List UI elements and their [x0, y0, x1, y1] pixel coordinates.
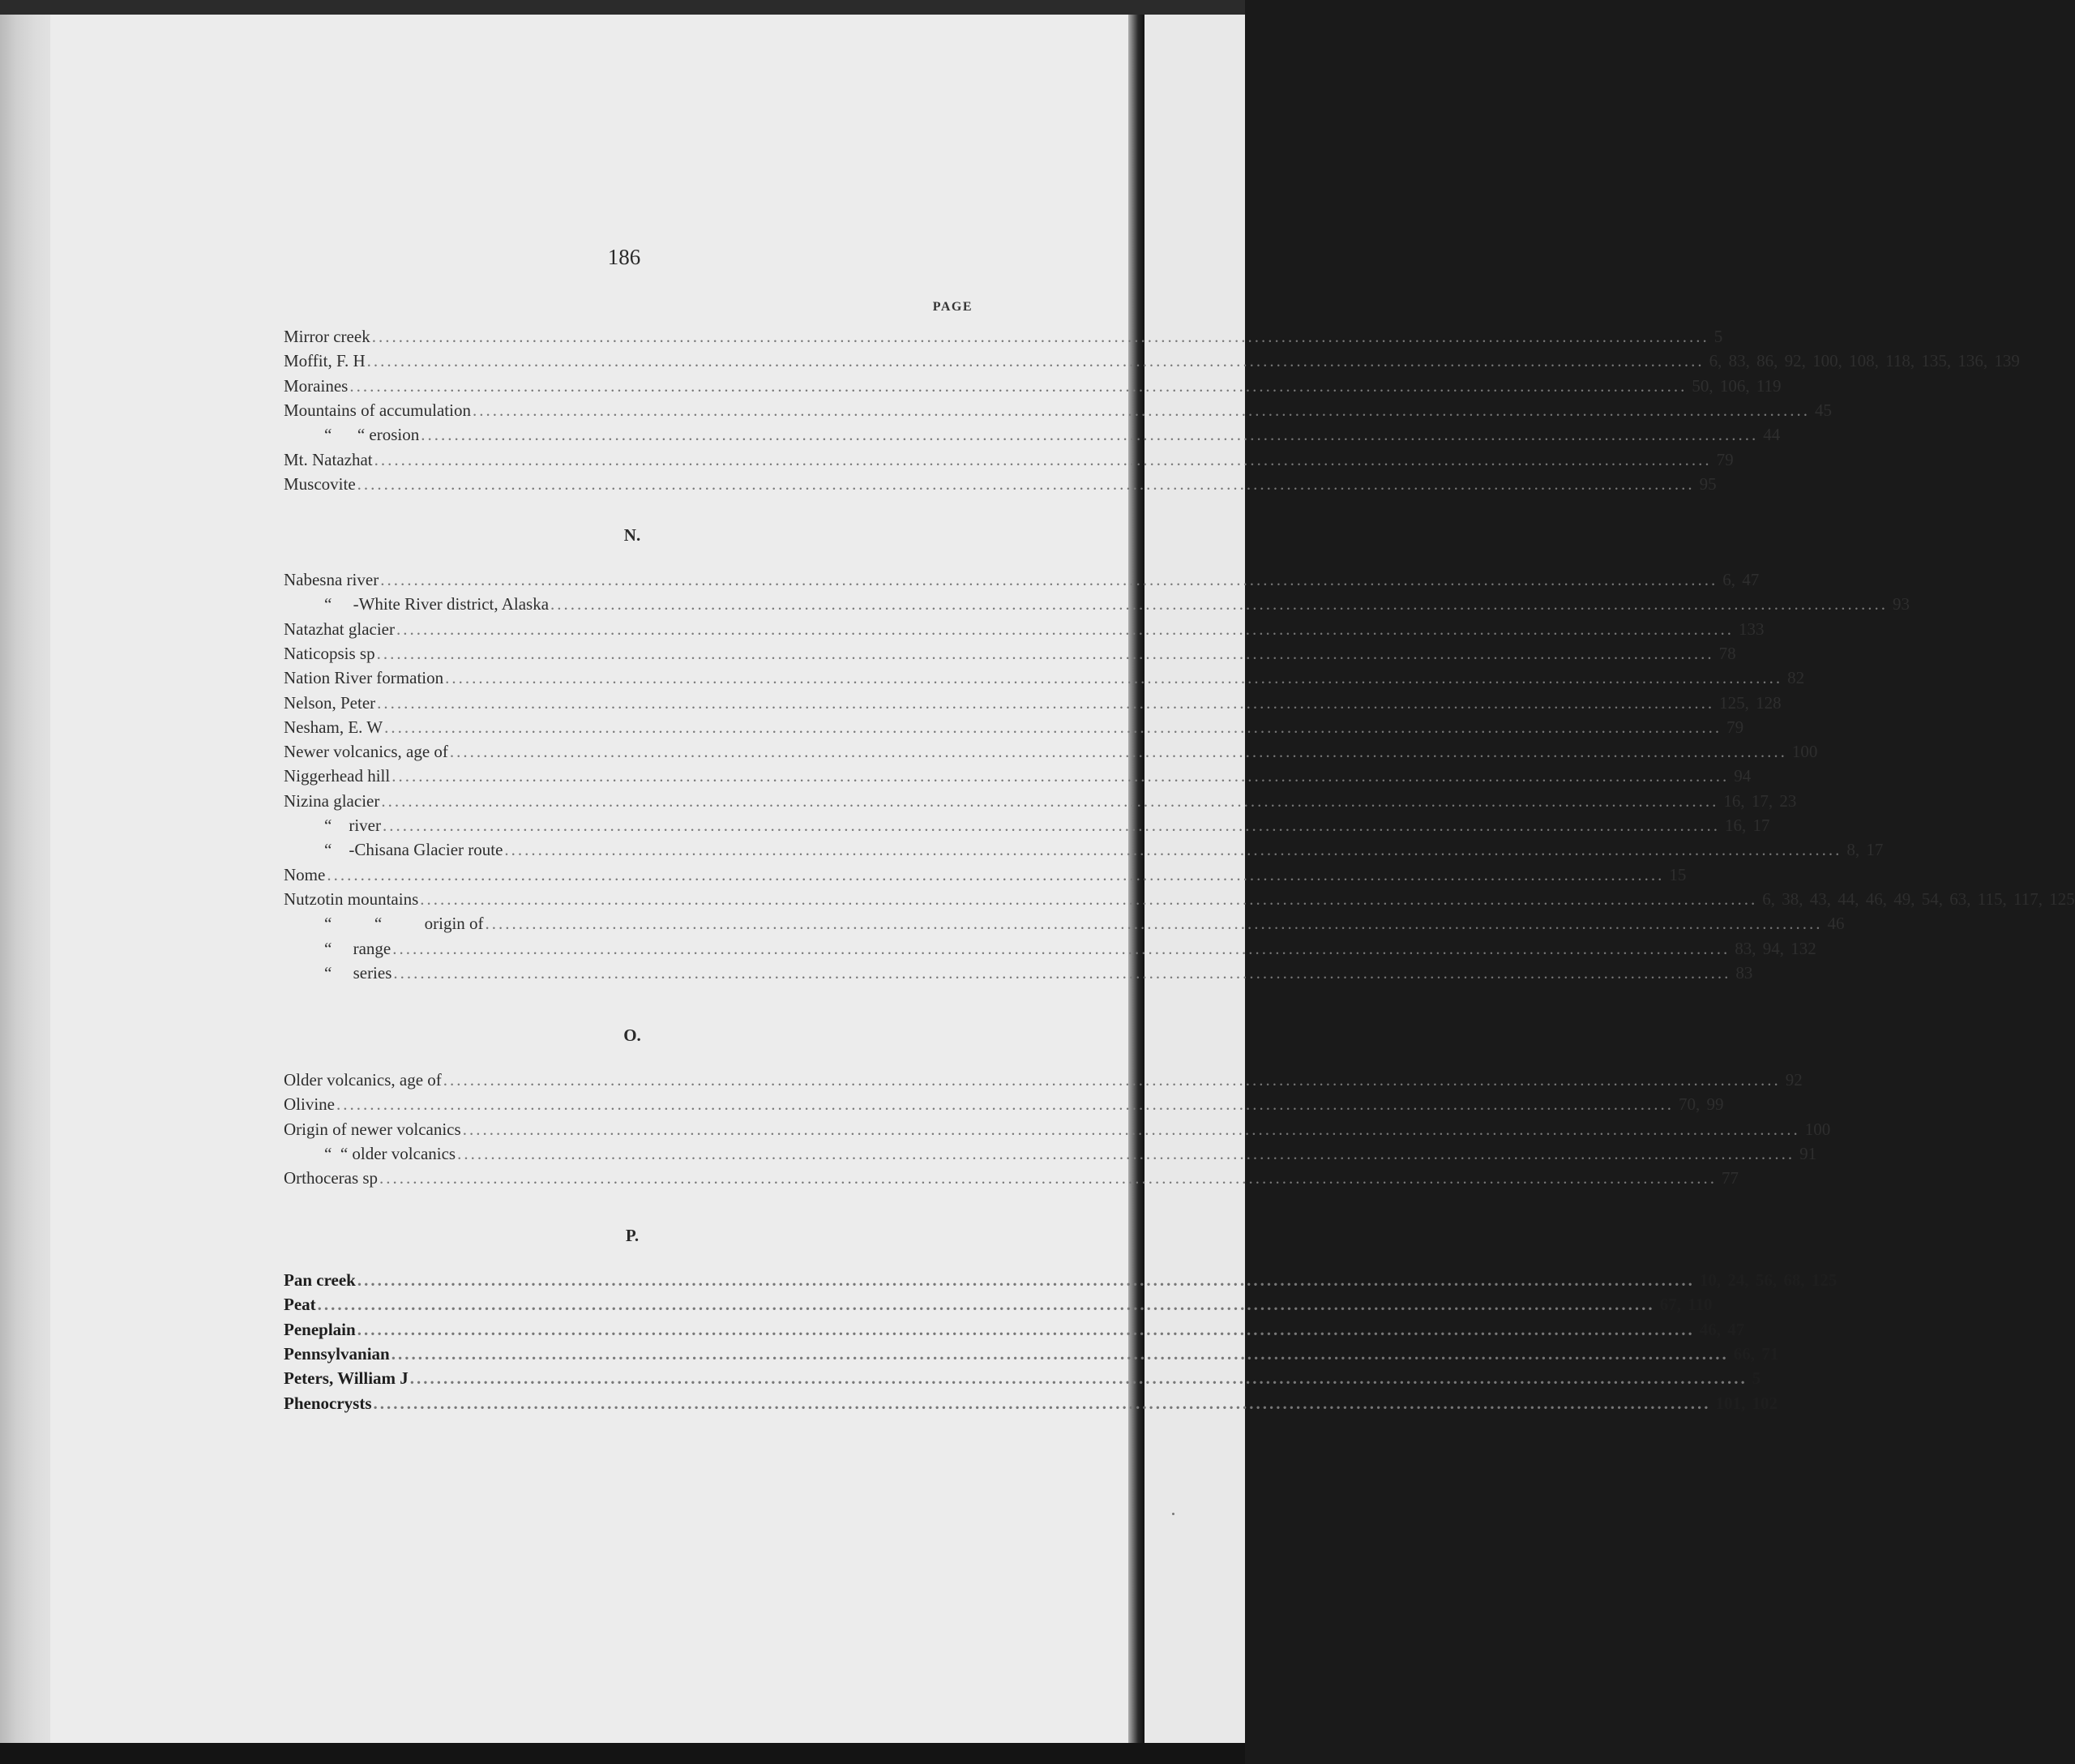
page-references: 45	[1814, 400, 1832, 420]
index-entry	[284, 739, 1818, 764]
page-references: 6, 47	[1722, 570, 1760, 589]
dot-leader: ........................................................................................................................................................................................................	[472, 400, 1810, 420]
dot-leader: ........................................................................................................................................................................................................	[393, 962, 1731, 983]
dot-leader: ........................................................................................................................................................................................................	[380, 570, 1718, 589]
page-column-label: PAGE	[932, 300, 973, 314]
index-term: “ “ erosion	[324, 425, 420, 445]
index-entry	[284, 447, 1734, 472]
page-references: 46, 47	[1699, 1319, 1745, 1339]
page-references: 6, 38, 43, 44, 46, 49, 54, 63, 115, 117, 125	[1762, 888, 2075, 909]
index-entry	[284, 1342, 1779, 1366]
dot-leader: ........................................................................................................................................................................................................	[462, 1119, 1800, 1139]
page-references: 8, 17	[1846, 840, 1884, 860]
dot-leader: ........................................................................................................................................................................................................	[443, 1070, 1781, 1090]
index-entry	[284, 324, 1723, 349]
index-entry	[284, 398, 1832, 422]
index-term: Naticopsis sp	[284, 643, 375, 663]
dot-leader: ........................................................................................................................................................................................................	[327, 864, 1665, 884]
index-entry	[284, 1391, 1778, 1415]
index-entry	[284, 1366, 1761, 1390]
index-entry	[324, 592, 1910, 616]
index-term: “ -Chisana Glacier route	[324, 840, 503, 860]
dot-leader: ........................................................................................................................................................................................................	[445, 668, 1783, 688]
index-entry	[324, 936, 1816, 961]
dot-leader: ........................................................................................................................................................................................................	[317, 1295, 1655, 1315]
section-heading: P.	[625, 1226, 640, 1245]
index-entry	[284, 617, 1765, 641]
dot-leader: ........................................................................................................................................................................................................	[374, 449, 1712, 469]
page-references: 10, 24, 56, 68, 125	[1699, 1270, 1838, 1290]
dot-leader: ........................................................................................................................................................................................................	[382, 816, 1720, 835]
dot-leader: ........................................................................................................................................................................................................	[336, 1094, 1674, 1115]
dot-leader: ........................................................................................................................................................................................................	[457, 1143, 1795, 1163]
page-references: 70, 99	[1679, 1094, 1724, 1115]
index-term: “ “ origin of	[324, 914, 484, 934]
scan-bottom-edge	[0, 1743, 1245, 1764]
index-term: “ range	[324, 938, 391, 958]
page-references: 50, 106, 119	[1692, 375, 1782, 396]
index-term: Moraines	[284, 375, 349, 396]
index-entry	[324, 911, 1845, 936]
index-entry	[284, 887, 2075, 911]
dot-leader: ........................................................................................................................................................................................................	[391, 766, 1730, 786]
index-entry	[324, 422, 1781, 447]
dot-leader: ........................................................................................................................................................................................................	[409, 1368, 1748, 1389]
page-references: 67, 110	[1659, 1295, 1713, 1315]
dot-leader: ........................................................................................................................................................................................................	[485, 914, 1823, 934]
page-references: 78	[1718, 643, 1736, 663]
index-term: Peters, William J	[284, 1368, 409, 1389]
page-references: 44	[1763, 425, 1781, 445]
dot-leader: ........................................................................................................................................................................................................	[384, 717, 1722, 737]
index-term: Pan creek	[284, 1270, 356, 1290]
dot-leader: ........................................................................................................................................................................................................	[420, 888, 1758, 909]
page-references: 46	[1827, 914, 1845, 934]
index-term: Nizina glacier	[284, 790, 380, 811]
index-entry	[284, 1268, 1838, 1292]
index-term: “ “ older volcanics	[324, 1143, 456, 1163]
index-term: Pennsylvanian	[284, 1343, 390, 1364]
index-entry	[284, 1068, 1803, 1092]
index-term: Peat	[284, 1295, 316, 1315]
index-term: Origin of newer volcanics	[284, 1119, 461, 1139]
index-entry	[284, 666, 1805, 690]
index-entry	[284, 567, 1760, 592]
page-references: 5	[1752, 1368, 1761, 1389]
index-entry	[284, 764, 1752, 788]
book-page-edges	[0, 15, 52, 1743]
page-references: 16, 17, 23	[1723, 790, 1797, 811]
index-term: Olivine	[284, 1094, 335, 1115]
index-term: Nesham, E. W	[284, 717, 383, 737]
page-references: 16, 17	[1724, 816, 1770, 835]
index-term: Muscovite	[284, 473, 356, 494]
page-references: 82	[1787, 668, 1805, 688]
index-term: Mt. Natazhat	[284, 449, 373, 469]
index-entry	[324, 1141, 1817, 1166]
index-term: Newer volcanics, age of	[284, 742, 448, 762]
index-term: Nation River formation	[284, 668, 444, 688]
page-number: 186	[607, 245, 641, 269]
dot-leader: ........................................................................................................................................................................................................	[392, 938, 1731, 958]
index-entry	[284, 1092, 1724, 1116]
page-references: 94	[1734, 766, 1752, 786]
index-entry	[284, 641, 1736, 666]
dot-leader: ........................................................................................................................................................................................................	[449, 742, 1787, 762]
dot-leader: ........................................................................................................................................................................................................	[391, 1343, 1729, 1364]
index-entry	[284, 863, 1687, 887]
index-term: Peneplain	[284, 1319, 356, 1339]
dot-leader: ........................................................................................................................................................................................................	[371, 327, 1709, 346]
page-references: 95	[1699, 473, 1717, 494]
page-references: 6, 83, 86, 92, 100, 108, 118, 135, 136, 139	[1709, 351, 2020, 371]
page-references: 83, 94, 132	[1735, 938, 1816, 958]
index-entry	[284, 1317, 1745, 1342]
index-term: Mirror creek	[284, 327, 370, 346]
dot-leader: ........................................................................................................................................................................................................	[421, 425, 1759, 445]
index-entry	[284, 1166, 1739, 1190]
dot-leader: ........................................................................................................................................................................................................	[373, 1393, 1711, 1413]
index-entry	[284, 1292, 1713, 1317]
dot-leader: ........................................................................................................................................................................................................	[396, 619, 1734, 639]
index-term: “ river	[324, 816, 381, 835]
scan-top-edge	[0, 0, 1245, 15]
dot-leader: ........................................................................................................................................................................................................	[357, 1270, 1695, 1290]
index-entry	[284, 715, 1744, 739]
section-heading: O.	[623, 1025, 641, 1045]
page-references: 101, 102	[1715, 1393, 1778, 1413]
index-term: Nabesna river	[284, 570, 379, 589]
index-term: Nutzotin mountains	[284, 888, 419, 909]
dot-leader: ........................................................................................................................................................................................................	[550, 594, 1889, 614]
page-references: 100	[1804, 1119, 1831, 1139]
index-entry	[284, 472, 1717, 496]
page-references: 15	[1669, 864, 1687, 884]
index-term: Orthoceras sp	[284, 1168, 379, 1188]
index-term: Moffit, F. H	[284, 351, 366, 371]
dot-leader: ........................................................................................................................................................................................................	[381, 790, 1719, 811]
dot-leader: ........................................................................................................................................................................................................	[377, 692, 1715, 713]
index-entry	[284, 349, 2020, 373]
index-term: Niggerhead hill	[284, 766, 391, 786]
dot-leader: ........................................................................................................................................................................................................	[504, 840, 1842, 860]
page-references: 91	[1799, 1143, 1817, 1163]
scan-speck	[1172, 1513, 1174, 1515]
index-entry	[324, 813, 1770, 837]
index-entry	[284, 1117, 1831, 1141]
index-entry	[324, 961, 1753, 985]
page-references: 79	[1716, 449, 1734, 469]
dot-leader: ........................................................................................................................................................................................................	[357, 473, 1695, 494]
index-term: Phenocrysts	[284, 1393, 372, 1413]
index-term: “ -White River district, Alaska	[324, 594, 550, 614]
index-term: Natazhat glacier	[284, 619, 395, 639]
index-term: “ series	[324, 962, 392, 983]
index-entry	[324, 837, 1884, 862]
dot-leader: ........................................................................................................................................................................................................	[366, 351, 1705, 371]
page-references: 92	[1785, 1070, 1803, 1090]
dot-leader: ........................................................................................................................................................................................................	[357, 1319, 1695, 1339]
page-references: 125, 128	[1719, 692, 1782, 713]
page-references: 66, 71	[1733, 1343, 1779, 1364]
page-references: 133	[1739, 619, 1765, 639]
page-references: 100	[1791, 742, 1818, 762]
index-entry	[284, 374, 1782, 398]
index-entry	[284, 691, 1782, 715]
index-term: Older volcanics, age of	[284, 1070, 442, 1090]
index-term: Nelson, Peter	[284, 692, 376, 713]
dot-leader: ........................................................................................................................................................................................................	[349, 375, 1688, 396]
index-term: Nome	[284, 864, 326, 884]
page-references: 79	[1726, 717, 1744, 737]
page-references: 77	[1722, 1168, 1739, 1188]
dot-leader: ........................................................................................................................................................................................................	[376, 643, 1714, 663]
page-references: 5	[1713, 327, 1723, 346]
page-references: 83	[1735, 962, 1753, 983]
index-entry	[284, 789, 1797, 813]
page-references: 93	[1893, 594, 1910, 614]
section-heading: N.	[623, 525, 641, 545]
index-term: Mountains of accumulation	[284, 400, 471, 420]
dot-leader: ........................................................................................................................................................................................................	[379, 1168, 1718, 1188]
